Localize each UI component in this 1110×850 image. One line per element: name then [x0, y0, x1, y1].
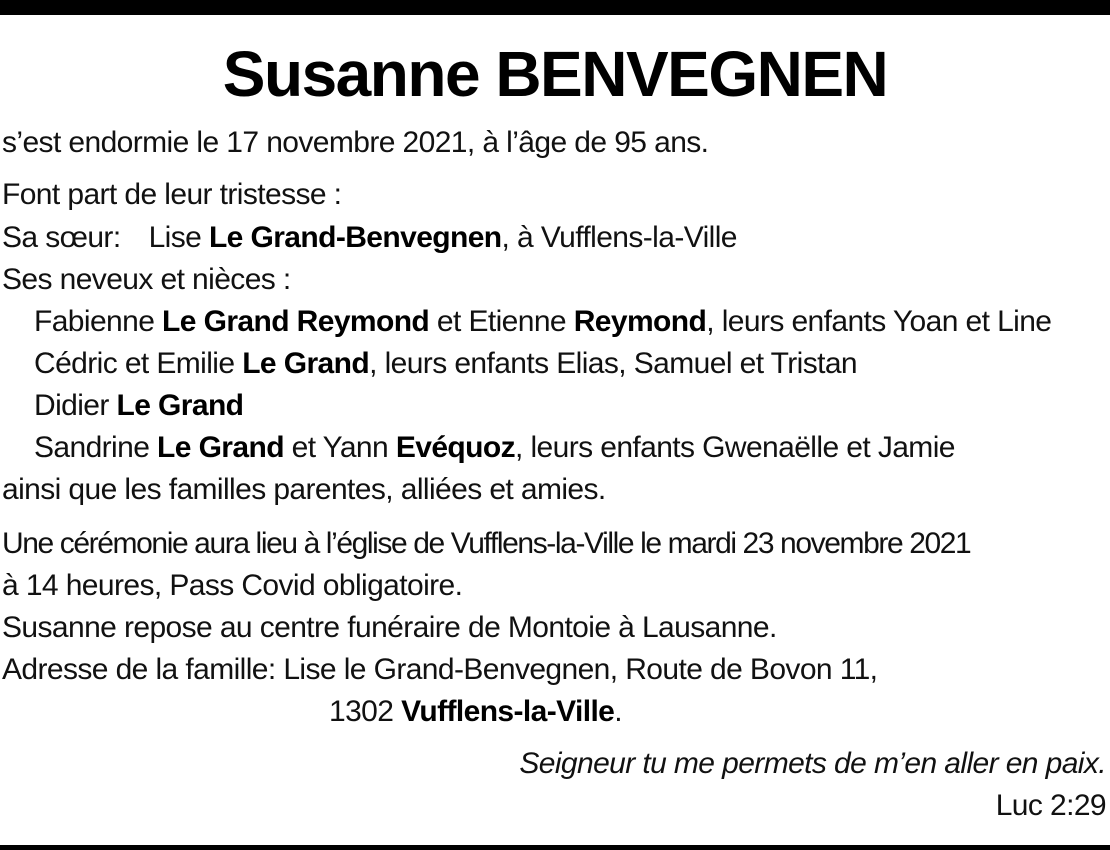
nephew-2-surname-1: Le Grand: [242, 347, 370, 380]
sister-place: , à Vufflens-la-Ville: [501, 221, 737, 254]
top-border: [0, 0, 1110, 15]
nephew-4-surname-2: Evéquoz: [395, 431, 515, 464]
nephews-heading: Ses neveux et nièces :: [2, 263, 291, 296]
nephew-4-part-1: Sandrine: [34, 431, 158, 464]
bottom-border: [0, 845, 1110, 850]
family-intro: Font part de leur tristesse :: [2, 178, 342, 211]
sister-first-name: Lise: [148, 221, 202, 254]
address-line-2: [329, 692, 622, 732]
sister-surname: Le Grand-Benvegnen: [208, 221, 502, 254]
nephew-3-part-1: Didier: [34, 389, 117, 422]
sister-line: [2, 218, 737, 258]
address-town-suffix: .: [614, 695, 623, 728]
nephew-line-4: [34, 428, 955, 468]
deceased-name: Susanne BENVEGNEN: [222, 38, 888, 110]
nephew-line-1: [34, 302, 1051, 342]
nephew-1-part-2: et Etienne: [429, 305, 574, 338]
repose-line: Susanne repose au centre funéraire de Montoie à Lausanne.: [2, 611, 777, 644]
nephew-4-surname-1: Le Grand: [157, 431, 284, 464]
nephew-2-part-2: , leurs enfants Elias, Samuel et Tristan: [369, 347, 857, 380]
nephew-4-part-3: , leurs enfants Gwenaëlle et Jamie: [515, 431, 955, 464]
nephew-1-surname-1: Le Grand Reymond: [162, 305, 430, 338]
address-line-1: Adresse de la famille: Lise le Grand-Benvegnen, Route de Bovon 11,: [2, 653, 878, 686]
sister-label: Sa sœur:: [2, 221, 121, 254]
ceremony-line-1: Une cérémonie aura lieu à l’église de Vufflens-la-Ville le mardi 23 novembre 2021: [2, 527, 971, 560]
nephew-1-part-1: Fabienne: [34, 305, 163, 338]
address-postcode: 1302: [329, 695, 402, 728]
nephew-2-part-1: Cédric et Emilie: [34, 347, 243, 380]
nephew-line-2: [34, 344, 857, 384]
nephew-1-surname-2: Reymond: [573, 305, 707, 338]
nephew-1-part-3: , leurs enfants Yoan et Line: [706, 305, 1052, 338]
nephew-4-part-2: et Yann: [283, 431, 396, 464]
family-closing: ainsi que les familles parentes, alliées et amies.: [2, 473, 606, 506]
verse-text: Seigneur tu me permets de m’en aller en paix.: [519, 747, 1106, 780]
ceremony-line-2: à 14 heures, Pass Covid obligatoire.: [2, 569, 463, 602]
nephew-line-3: [34, 386, 243, 426]
death-notice: s’est endormie le 17 novembre 2021, à l’âge de 95 ans.: [2, 126, 709, 159]
nephew-3-surname-1: Le Grand: [116, 389, 244, 422]
verse-reference: Luc 2:29: [995, 789, 1106, 822]
address-town: Vufflens-la-Ville: [401, 695, 615, 728]
